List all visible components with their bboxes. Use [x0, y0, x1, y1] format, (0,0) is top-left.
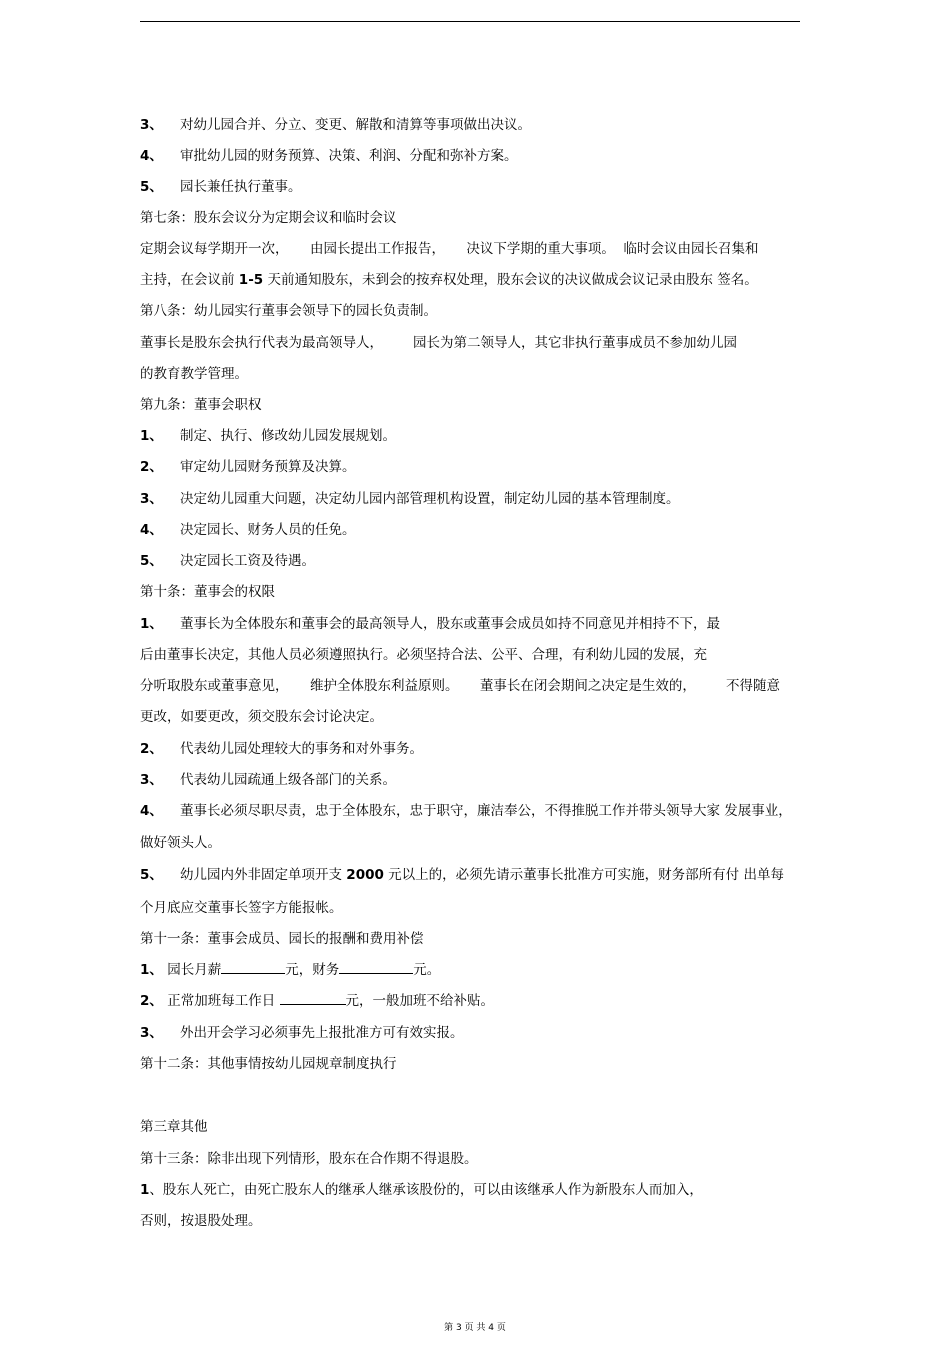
item-number: 3、 — [140, 772, 163, 788]
list-item — [140, 802, 792, 820]
article-11-title: 第十一条：董事会成员、园长的报酬和费用补偿 — [140, 931, 424, 947]
article-13-title: 第十三条：除非出现下列情形，股东在合作期不得退股。 — [140, 1151, 478, 1167]
list-item — [140, 961, 440, 979]
item-number: 3、 — [140, 491, 163, 507]
item-number: 1、 — [140, 428, 163, 444]
list-item — [140, 178, 302, 196]
fill-in-blank — [221, 961, 285, 974]
item-text: 制定、执行、修改幼儿园发展规划。 — [180, 428, 396, 444]
list-item — [140, 521, 356, 539]
article-9-title: 第九条：董事会职权 — [140, 397, 262, 413]
item-text: 决定园长工资及待遇。 — [180, 553, 315, 569]
article-7-title: 第七条：股东会议分为定期会议和临时会议 — [140, 210, 397, 226]
article-7-paragraph: 定期会议每学期开一次， 由园长提出工作报告， 决议下学期的重大事项。 临时会议由园长召集和 — [140, 241, 759, 257]
text-bold: 1-5 — [238, 272, 264, 288]
item-text: 代表幼儿园处理较大的事务和对外事务。 — [180, 741, 423, 757]
header-rule — [140, 21, 800, 22]
text-bold: 2000 — [346, 867, 384, 883]
list-item — [140, 427, 396, 445]
item-text: 审定幼儿园财务预算及决算。 — [180, 459, 356, 475]
article-8-paragraph: 董事长是股东会执行代表为最高领导人， 园长为第二领导人，其它非执行董事成员不参加幼儿园 — [140, 335, 738, 351]
item-text: 园长兼任执行董事。 — [180, 179, 302, 195]
item-text: 董事长必须尽职尽责，忠于全体股东，忠于职守，廉洁奉公，不得推脱工作并带头领导大家 发展事业， — [180, 803, 792, 819]
item-continuation: 做好领头人。 — [140, 835, 221, 851]
item-number: 4、 — [140, 148, 163, 164]
item-continuation: 后由董事长决定，其他人员必须遵照执行。必须坚持合法、公平、合理，有利幼儿园的发展，充 — [140, 647, 707, 663]
item-number: 4、 — [140, 522, 163, 538]
item-number: 3、 — [140, 1025, 163, 1041]
list-item — [140, 1181, 703, 1199]
page-number: 第 3 页 共 4 页 — [444, 1323, 506, 1333]
item-text: 园长月薪 — [162, 962, 222, 978]
item-text: 元，财务 — [285, 962, 340, 978]
item-text: 审批幼儿园的财务预算、决策、利润、分配和弥补方案。 — [180, 148, 518, 164]
chapter-3-title: 第三章其他 — [140, 1119, 208, 1135]
item-text: 、股东人死亡，由死亡股东人的继承人继承该股份的，可以由该继承人作为新股东人而加入， — [149, 1182, 703, 1198]
item-text: 董事长为全体股东和董事会的最高领导人，股东或董事会成员如持不同意见并相持不下，最 — [180, 616, 720, 632]
item-text: 元以上的，必须先请示董事长批准方可实施，财务部所有付 出单每 — [383, 867, 784, 883]
article-10-title: 第十条：董事会的权限 — [140, 584, 275, 600]
item-continuation: 更改，如要更改，须交股东会讨论决定。 — [140, 709, 383, 725]
item-text: 幼儿园内外非固定单项开支 — [180, 867, 347, 883]
text-segment: 天前通知股东，未到会的按弃权处理，股东会议的决议做成会议记录由股东 签名。 — [263, 272, 758, 288]
fill-in-blank — [339, 961, 413, 974]
item-text: 决定园长、财务人员的任免。 — [180, 522, 356, 538]
item-number: 2、 — [140, 993, 163, 1009]
list-item — [140, 740, 423, 758]
article-7-paragraph — [140, 271, 758, 289]
list-item — [140, 458, 356, 476]
list-item — [140, 552, 315, 570]
item-number: 2、 — [140, 741, 163, 757]
item-text: 对幼儿园合并、分立、变更、解散和清算等事项做出决议。 — [180, 117, 531, 133]
list-item — [140, 992, 494, 1010]
item-number: 4、 — [140, 803, 163, 819]
item-number: 1、 — [140, 616, 163, 632]
list-item — [140, 490, 680, 508]
item-continuation: 个月底应交董事长签字方能报帐。 — [140, 900, 343, 916]
list-item — [140, 771, 396, 789]
item-number: 1、 — [140, 962, 163, 978]
fill-in-blank — [280, 992, 346, 1005]
item-text: 决定幼儿园重大问题，决定幼儿园内部管理机构设置，制定幼儿园的基本管理制度。 — [180, 491, 680, 507]
list-item — [140, 147, 518, 165]
item-text: 代表幼儿园疏通上级各部门的关系。 — [180, 772, 396, 788]
item-text: 外出开会学习必须事先上报批准方可有效实报。 — [180, 1025, 464, 1041]
text-segment: 主持，在会议前 — [140, 272, 239, 288]
item-text: 元，一般加班不给补贴。 — [345, 993, 494, 1009]
item-number: 5、 — [140, 553, 163, 569]
item-continuation: 否则，按退股处理。 — [140, 1213, 262, 1229]
item-number: 3、 — [140, 117, 163, 133]
item-number: 5、 — [140, 867, 163, 883]
item-number: 5、 — [140, 179, 163, 195]
article-12-title: 第十二条：其他事情按幼儿园规章制度执行 — [140, 1056, 397, 1072]
item-continuation: 分听取股东或董事意见， 维护全体股东利益原则。 董事长在闭会期间之决定是生效的， 不得随意 — [140, 678, 780, 694]
item-number: 2、 — [140, 459, 163, 475]
list-item — [140, 116, 531, 134]
item-text: 正常加班每工作日 — [162, 993, 280, 1009]
article-8-paragraph: 的教育教学管理。 — [140, 366, 248, 382]
list-item — [140, 1024, 464, 1042]
item-text: 元。 — [413, 962, 441, 978]
article-8-title: 第八条：幼儿园实行董事会领导下的园长负责制。 — [140, 303, 437, 319]
list-item — [140, 615, 720, 633]
list-item — [140, 866, 784, 884]
item-number: 1 — [140, 1182, 150, 1198]
